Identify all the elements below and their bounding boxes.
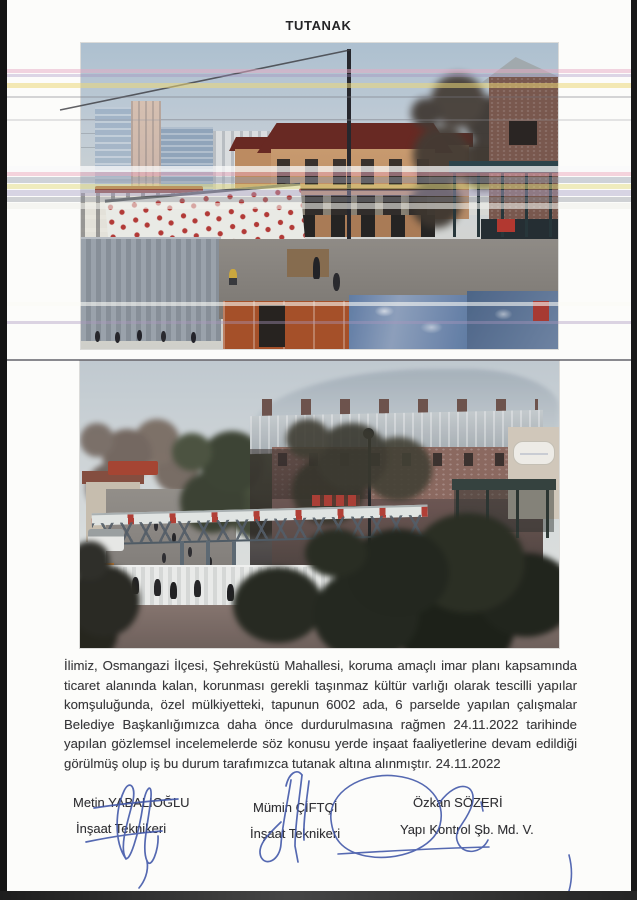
bare-trees (411, 98, 441, 128)
bare-trees (80, 423, 114, 457)
report-paragraph: İlimiz, Osmangazi İlçesi, Şehreküstü Mahallesi, koruma amaçlı imar planı kapsamında ticaret alanında kalan, korunması gerekli taşınmaz kültür varlığı olarak tescilli yapılar komşuluğunda, özel mülkiyetteki, tapunun 6002 ada, 6 parselde yapılan çalışmalar Belediye Başkanlığımızca daha önce durdurulmasına rağmen 24.11.2022 tarihinde yapılan gözlemsel incelemelerde söz konusu yerde inşaat faaliyetlerine devam edildiği görülmüş olup iş bu durum tarafımızca tutanak altına alınmıştır. 24.11.2022 (64, 658, 577, 771)
document-title: TUTANAK (285, 18, 352, 33)
green-trees (172, 433, 212, 471)
red-equipment (533, 301, 549, 321)
red-kiosk-roof (108, 461, 158, 475)
red-crane-arm (312, 495, 360, 506)
red-sign (497, 219, 515, 232)
signer-3-role: Yapı Kontrol Şb. Md. V. (400, 822, 534, 837)
ottoman-house-windows (277, 159, 429, 185)
walkway-canopy (449, 161, 558, 173)
shop-sign (513, 441, 555, 465)
signer-2-name: Mümin ÇİFTÇİ (253, 800, 338, 815)
street-lamp-pole (368, 437, 371, 561)
container-door (259, 305, 285, 347)
scan-edge-right (631, 0, 637, 900)
signer-3-name: Özkan SÖZERİ (413, 795, 503, 810)
person-silhouette (333, 273, 340, 291)
corrugated-site-fence (81, 237, 221, 341)
blue-banner (349, 295, 467, 349)
pedestrian-silhouettes (95, 331, 100, 342)
signer-1-role: İnşaat Teknikeri (76, 821, 167, 836)
scan-edge-bottom (0, 891, 637, 900)
orange-site-banner (223, 301, 349, 349)
pedestrian-silhouettes (132, 577, 139, 594)
photo-construction-site-bottom (80, 361, 559, 648)
signature-2-ink (260, 772, 309, 862)
scan-edge-left (0, 0, 7, 900)
street-lamp-globe (363, 428, 374, 439)
canopy-shade (454, 490, 554, 532)
photo-construction-site-top (81, 43, 558, 349)
dark-foliage (286, 419, 330, 459)
signer-2-role: İnşaat Teknikeri (250, 826, 341, 841)
walkway-canopy (452, 479, 556, 490)
plywood-barrier (287, 249, 329, 277)
person-silhouette (313, 257, 320, 279)
tower-window (509, 121, 537, 145)
pavement (80, 605, 559, 648)
signer-1-name: Metin YABALIOĞLU (73, 795, 190, 810)
worker-silhouette (229, 269, 237, 285)
umbrella (518, 569, 535, 577)
foreground-bush (305, 529, 367, 577)
